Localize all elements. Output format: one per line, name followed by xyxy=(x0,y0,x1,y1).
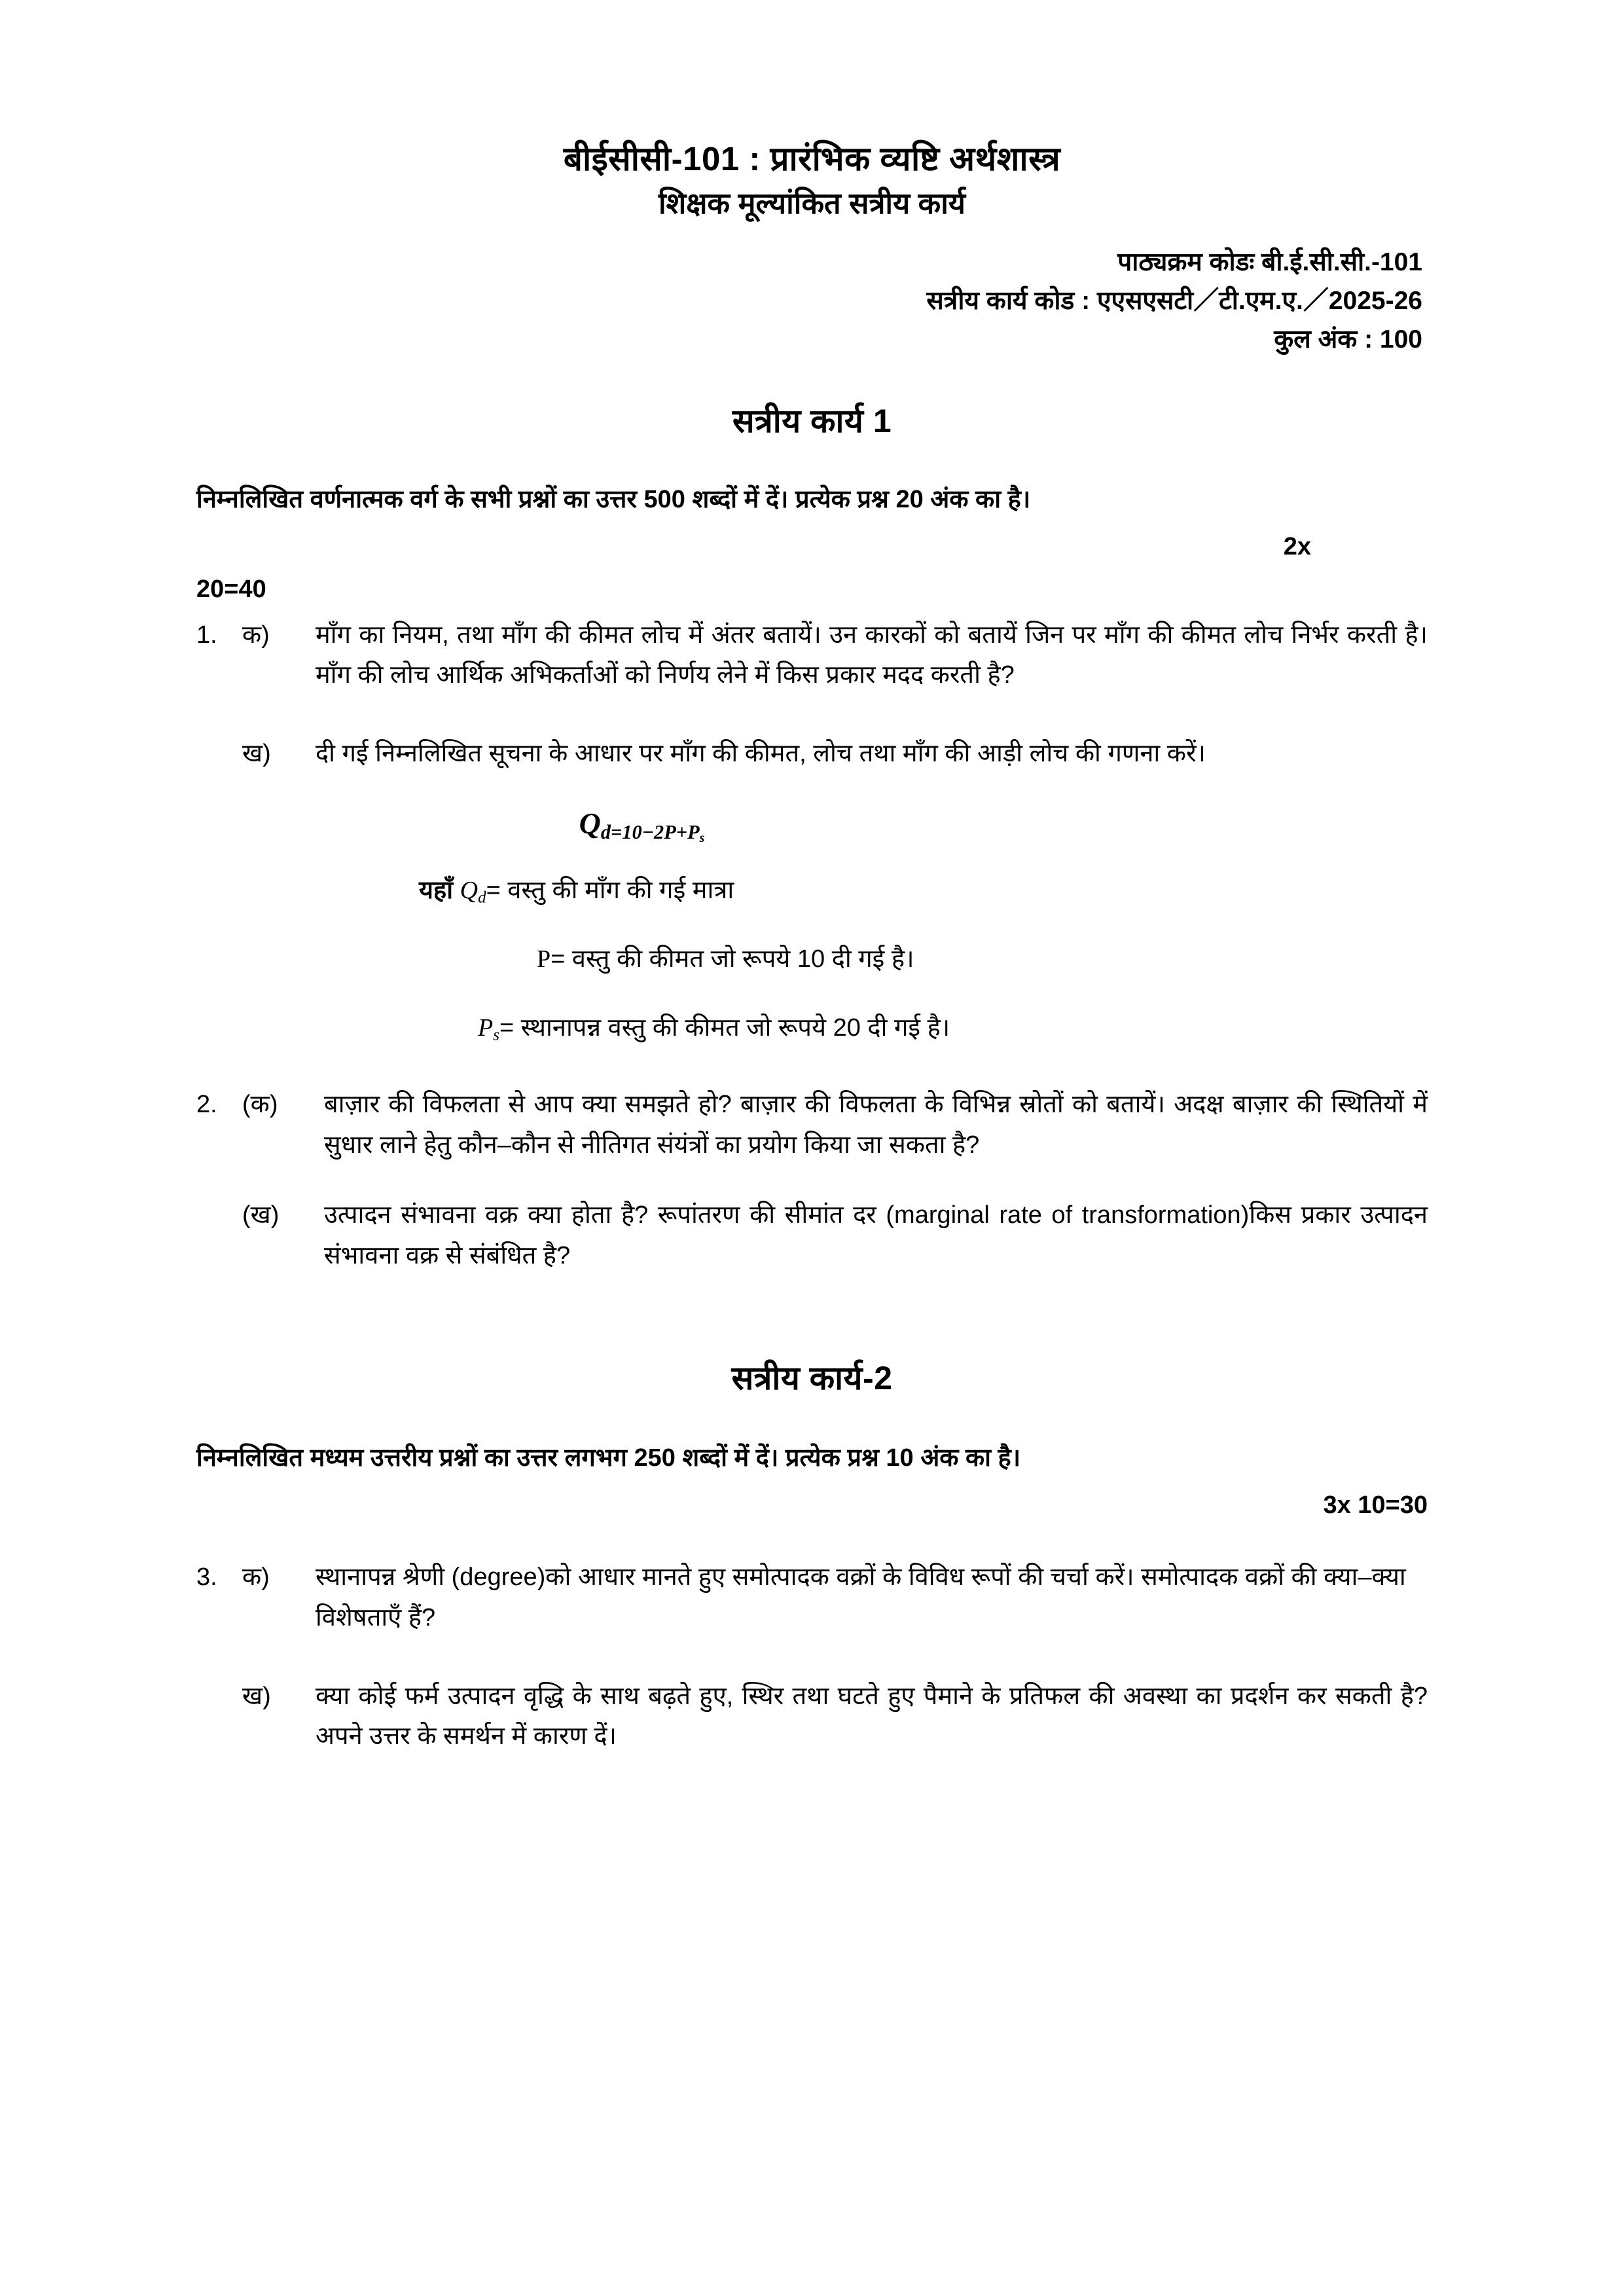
assignment-2-instruction: निम्नलिखित मध्यम उत्तरीय प्रश्नों का उत्तर लगभग 250 शब्दों में दें। प्रत्येक प्रश्न 10 अंक का है। xyxy=(196,1444,1021,1472)
definition-text: = स्थानापन्न वस्तु की कीमत जो रूपये 20 दी गई है। xyxy=(499,1014,950,1042)
question-part-marker: ख) xyxy=(242,1682,271,1710)
page-title: बीईसीसी-101 : प्रारंभिक व्यष्टि अर्थशास्त्र xyxy=(563,140,1061,177)
assignment-1-marks-multiplier: 2x xyxy=(1283,532,1311,560)
question-part-marker: (ख) xyxy=(242,1201,280,1230)
definition-symbol: Q xyxy=(460,877,478,905)
question-part-text: क्या कोई फर्म उत्पादन वृद्धि के साथ बढ़ते हुए, स्थिर तथा घटते हुए पैमाने के प्रतिफल की अवस्था का प्रदर्शन कर सकती है? अपने उत्तर के समर्थन में कारण दें। xyxy=(316,1682,1428,1751)
formula-definition xyxy=(196,872,1428,909)
question-part-text: बाज़ार की विफलता से आप क्या समझते हो? बाज़ार की विफलता के विभिन्न स्रोतों को बतायें। अदक्ष बाज़ार की स्थितियों में सुधार लाने हेतु कौन–कौन से नीतिगत संयंत्रों का प्रयोग किया जा सकता है? xyxy=(324,1091,1428,1159)
assignment-1-heading: सत्रीय कार्य 1 xyxy=(732,402,892,439)
question-number: 3. xyxy=(196,1563,217,1592)
question-row xyxy=(196,615,1428,696)
question-part-marker: (क) xyxy=(242,1091,278,1119)
formula-subscript-tail: s xyxy=(699,831,705,846)
assignment-code-line: सत्रीय कार्य कोड : एएसएसटी／टी.एम.ए.／2025-26 xyxy=(926,287,1422,316)
definition-symbol-subscript: d xyxy=(478,888,486,907)
question-row xyxy=(196,1677,1428,1757)
document-header xyxy=(196,137,1428,359)
question-part-text: स्थानापन्न श्रेणी (degree)को आधार मानते हुए समोत्पादक वक्रों के विविध रूपों की चर्चा करें। समोत्पादक वक्रों की क्या–क्या विशेषताएँ हैं? xyxy=(316,1563,1406,1631)
question-part-marker: क) xyxy=(242,621,270,649)
formula-definition xyxy=(196,941,1428,978)
question-part-text: उत्पादन संभावना वक्र क्या होता है? रूपांतरण की सीमांत दर (marginal rate of transformation)किस प्रकार उत्पादन संभावना वक्र से संबंधित है? xyxy=(324,1201,1428,1269)
definition-symbol: P xyxy=(537,945,551,974)
formula-definition xyxy=(196,1010,1428,1047)
question-part-marker: क) xyxy=(242,1563,270,1592)
question-row xyxy=(196,1195,1428,1276)
question-row xyxy=(196,734,1428,774)
question-part-text: माँग का नियम, तथा माँग की कीमत लोच में अंतर बतायें। उन कारकों को बतायें जिन पर माँग की कीमत लोच निर्भर करती है। माँग की लोच आर्थिक अभिकर्ताओं को निर्णय लेने में किस प्रकार मदद करती है? xyxy=(316,621,1428,689)
definition-lead: यहाँ xyxy=(419,877,460,905)
formula-subscript: d=10−2P+P xyxy=(600,821,700,844)
demand-formula xyxy=(196,805,1428,846)
assignment-2-marks-total: 3x 10=30 xyxy=(1323,1491,1428,1520)
definition-symbol: P xyxy=(478,1014,494,1042)
assignment-2-heading: सत्रीय कार्य-2 xyxy=(731,1360,893,1397)
assignment-1-section xyxy=(196,397,1428,1277)
question-part-marker: ख) xyxy=(242,739,271,767)
question-row xyxy=(196,1558,1428,1638)
definition-text: = वस्तु की माँग की गई मात्रा xyxy=(486,877,734,905)
definition-symbol-subscript: s xyxy=(493,1026,499,1044)
question-part-text: दी गई निम्नलिखित सूचना के आधार पर माँग की कीमत, लोच तथा माँग की आड़ी लोच की गणना करें। xyxy=(316,739,1206,767)
page-subtitle: शिक्षक मूल्यांकित सत्रीय कार्य xyxy=(658,187,965,221)
definition-text: = वस्तु की कीमत जो रूपये 10 दी गई है। xyxy=(550,945,914,974)
course-code-line: पाठ्यक्रम कोडः बी.ई.सी.सी.-101 xyxy=(1117,247,1422,276)
question-number: 2. xyxy=(196,1091,217,1119)
assignment-1-instruction: निम्नलिखित वर्णनात्मक वर्ग के सभी प्रश्नों का उत्तर 500 शब्दों में दें। प्रत्येक प्रश्न 20 अंक का है। xyxy=(196,485,1031,513)
question-row xyxy=(196,1085,1428,1165)
total-marks-line: कुल अंक : 100 xyxy=(1274,325,1422,354)
question-number: 1. xyxy=(196,621,217,649)
assignment-1-marks-total: 20=40 xyxy=(196,575,266,603)
formula-base: Q xyxy=(579,807,601,841)
assignment-2-section xyxy=(196,1355,1428,1757)
course-meta-block xyxy=(196,243,1428,359)
